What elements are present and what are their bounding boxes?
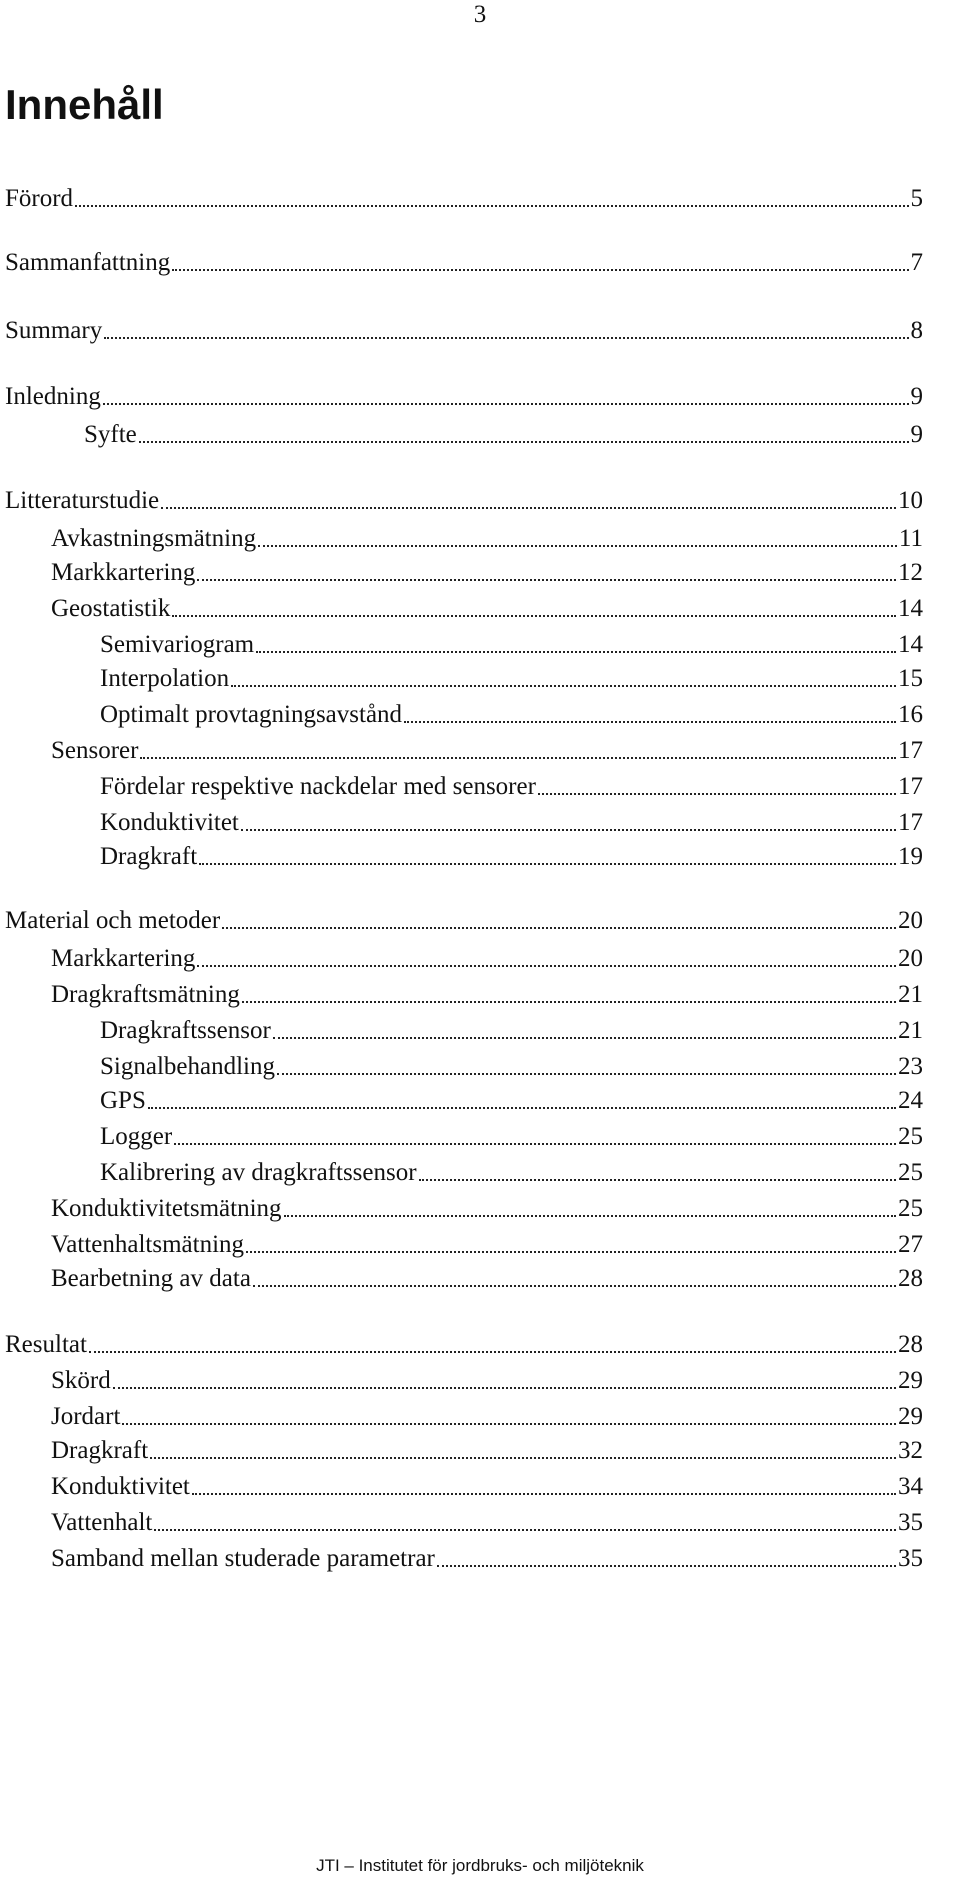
toc-entry-title: Resultat (5, 1331, 87, 1358)
toc-entry-page: 11 (898, 525, 923, 552)
toc-entry-title: Geostatistik (51, 595, 171, 622)
toc-entry-page: 20 (898, 945, 923, 972)
toc-entry-resultat[interactable] (5, 1330, 923, 1360)
toc-entry-page: 14 (898, 631, 923, 658)
toc-entry-page: 27 (898, 1231, 923, 1258)
toc-entry-samband[interactable] (51, 1544, 923, 1574)
toc-entry-title: Kalibrering av dragkraftssensor (100, 1159, 417, 1186)
toc-entry-markkartering[interactable] (51, 944, 923, 974)
toc-entry-title: Avkastningsmätning (51, 525, 257, 552)
toc-entry-page: 25 (898, 1123, 923, 1150)
toc-entry-geostatistik[interactable] (51, 594, 923, 624)
dot-leader (197, 964, 896, 967)
toc-entry-title: Inledning (5, 383, 101, 410)
page-number: 3 (473, 1, 487, 28)
dot-leader (538, 792, 896, 795)
toc-entry-dragkraftssensor[interactable] (100, 1016, 923, 1046)
toc-entry-title: Dragkraft (100, 843, 198, 870)
toc-entry-title: Optimalt provtagningsavstånd (100, 701, 403, 728)
toc-entry-title: Konduktivitet (51, 1473, 190, 1500)
toc-entry-skord[interactable] (51, 1366, 923, 1396)
toc-entry-title: Dragkraft (51, 1437, 149, 1464)
dot-leader (103, 402, 909, 405)
toc-entry-title: Semivariogram (100, 631, 255, 658)
page-footer: JTI – Institutet för jordbruks- och miljöteknik (316, 1856, 644, 1875)
toc-entry-page: 32 (898, 1437, 923, 1464)
toc-entry-logger[interactable] (100, 1122, 923, 1152)
toc-entry-title: Förord (5, 185, 74, 212)
toc-entry-page: 29 (898, 1367, 923, 1394)
dot-leader (140, 756, 896, 759)
toc-entry-signalbehandling[interactable] (100, 1052, 923, 1082)
dot-leader (246, 1250, 896, 1253)
toc-entry-konduktivitet[interactable] (100, 808, 923, 838)
dot-leader (122, 1422, 896, 1425)
dot-leader (273, 1036, 896, 1039)
toc-entry-page: 14 (898, 595, 923, 622)
dot-leader (419, 1178, 896, 1181)
toc-entry-page: 17 (898, 809, 923, 836)
dot-leader (161, 506, 896, 509)
dot-leader (154, 1528, 896, 1531)
toc-entry-page: 29 (898, 1403, 923, 1430)
toc-entry-title: Dragkraftssensor (100, 1017, 271, 1044)
toc-entry-page: 7 (910, 249, 923, 276)
toc-entry-title: Vattenhaltsmätning (51, 1231, 245, 1258)
toc-entry-dragkraftsmatning[interactable] (51, 980, 923, 1010)
toc-entry-fordelar-nackdelar[interactable] (100, 772, 923, 802)
toc-entry-title: Sammanfattning (5, 249, 171, 276)
toc-entry-page: 9 (910, 383, 923, 410)
dot-leader (172, 268, 908, 271)
toc-entry-page: 28 (898, 1331, 923, 1358)
page-title: Innehåll (5, 81, 164, 128)
toc-entry-page: 9 (910, 421, 923, 448)
dot-leader (242, 1000, 896, 1003)
toc-entry-page: 10 (898, 487, 923, 514)
toc-entry-konduktivitetsmatning[interactable] (51, 1194, 923, 1224)
dot-leader (104, 336, 908, 339)
dot-leader (75, 204, 908, 207)
toc-entry-sammanfattning[interactable] (5, 248, 923, 278)
toc-entry-kalibrering[interactable] (100, 1158, 923, 1188)
toc-entry-vattenhalt[interactable] (51, 1508, 923, 1538)
toc-entry-title: Syfte (84, 421, 137, 448)
dot-leader (89, 1350, 896, 1353)
toc-entry-title: Vattenhalt (51, 1509, 153, 1536)
toc-entry-title: Sensorer (51, 737, 139, 764)
dot-leader (231, 684, 896, 687)
toc-entry-bearbetning-av-data[interactable] (51, 1264, 923, 1294)
toc-entry-title: Litteraturstudie (5, 487, 160, 514)
toc-entry-page: 19 (898, 843, 923, 870)
dot-leader (199, 862, 896, 865)
dot-leader (174, 1142, 896, 1145)
toc-entry-title: Interpolation (100, 665, 230, 692)
dot-leader (253, 1284, 896, 1287)
toc-entry-title: Jordart (51, 1403, 121, 1430)
toc-entry-semivariogram[interactable] (100, 630, 923, 660)
dot-leader (192, 1492, 896, 1495)
dot-leader (256, 650, 896, 653)
toc-entry-page: 20 (898, 907, 923, 934)
toc-entry-title: Signalbehandling (100, 1053, 275, 1080)
toc-entry-summary[interactable] (5, 316, 923, 346)
toc-entry-markkartering[interactable] (51, 558, 923, 588)
dot-leader (284, 1214, 896, 1217)
toc-entry-title: Dragkraftsmätning (51, 981, 240, 1008)
dot-leader (222, 926, 896, 929)
toc-entry-page: 25 (898, 1195, 923, 1222)
toc-entry-inledning[interactable] (5, 382, 923, 412)
toc-entry-title: Logger (100, 1123, 173, 1150)
toc-entry-page: 21 (898, 1017, 923, 1044)
toc-entry-dragkraft[interactable] (100, 842, 923, 872)
dot-leader (277, 1072, 896, 1075)
toc-entry-title: Konduktivitetsmätning (51, 1195, 282, 1222)
dot-leader (148, 1106, 896, 1109)
toc-entry-litteraturstudie[interactable] (5, 486, 923, 516)
toc-entry-vattenhaltsmatning[interactable] (51, 1230, 923, 1260)
toc-entry-optimalt-provtagningsavstand[interactable] (100, 700, 923, 730)
toc-entry-sensorer[interactable] (51, 736, 923, 766)
toc-entry-page: 23 (898, 1053, 923, 1080)
toc-entry-title: Bearbetning av data (51, 1265, 251, 1292)
toc-entry-jordart[interactable] (51, 1402, 923, 1432)
toc-entry-title: Fördelar respektive nackdelar med sensorer (100, 773, 536, 800)
toc-entry-forord[interactable] (5, 184, 923, 214)
toc-entry-title: Material och metoder (5, 907, 221, 934)
toc-entry-interpolation[interactable] (100, 664, 923, 694)
toc-entry-title: Markkartering (51, 945, 196, 972)
dot-leader (258, 544, 897, 547)
toc-entry-title: Markkartering (51, 559, 196, 586)
toc-entry-page: 25 (898, 1159, 923, 1186)
dot-leader (139, 440, 909, 443)
toc-entry-syfte[interactable] (84, 420, 923, 450)
toc-entry-page: 16 (898, 701, 923, 728)
dot-leader (404, 720, 896, 723)
toc-entry-page: 15 (898, 665, 923, 692)
toc-entry-title: GPS (100, 1087, 146, 1114)
toc-entry-title: Skörd (51, 1367, 111, 1394)
toc-entry-page: 8 (910, 317, 923, 344)
toc-entry-material-och-metoder[interactable] (5, 906, 923, 936)
dot-leader (150, 1456, 896, 1459)
toc-entry-avkastningsmatning[interactable] (51, 524, 923, 554)
toc-entry-title: Konduktivitet (100, 809, 239, 836)
toc-entry-page: 12 (898, 559, 923, 586)
toc-entry-page: 17 (898, 773, 923, 800)
toc-entry-page: 5 (910, 185, 923, 212)
dot-leader (241, 828, 896, 831)
toc-entry-title: Summary (5, 317, 103, 344)
toc-entry-page: 28 (898, 1265, 923, 1292)
dot-leader (113, 1386, 896, 1389)
toc-entry-page: 35 (898, 1509, 923, 1536)
toc-entry-title: Samband mellan studerade parametrar (51, 1545, 435, 1572)
toc-entry-gps[interactable] (100, 1086, 923, 1116)
toc-entry-page: 21 (898, 981, 923, 1008)
toc-entry-page: 34 (898, 1473, 923, 1500)
dot-leader (197, 578, 896, 581)
toc-entry-page: 17 (898, 737, 923, 764)
toc-entry-page: 35 (898, 1545, 923, 1572)
dot-leader (437, 1564, 896, 1567)
dot-leader (172, 614, 896, 617)
toc-entry-konduktivitet[interactable] (51, 1472, 923, 1502)
toc-entry-page: 24 (898, 1087, 923, 1114)
toc-entry-dragkraft[interactable] (51, 1436, 923, 1466)
